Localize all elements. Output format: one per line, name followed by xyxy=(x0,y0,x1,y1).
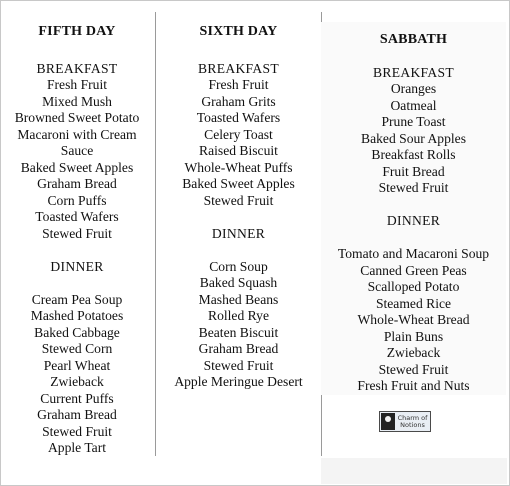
menu-item: Steamed Rice xyxy=(375,295,452,311)
menu-item: Graham Bread xyxy=(198,341,279,356)
day-title-sixth: SIXTH DAY xyxy=(199,24,278,39)
menu-item: Mashed Potatoes xyxy=(30,308,124,323)
menu-item: Fruit Bread xyxy=(382,163,445,179)
dinner-heading: DINNER xyxy=(211,225,266,241)
menu-item: Graham Bread xyxy=(37,407,117,422)
charm-of-notions-badge[interactable] xyxy=(379,411,431,432)
menu-item: Prune Toast xyxy=(381,114,446,129)
menu-item: Stewed Fruit xyxy=(203,357,274,373)
menu-item: Sauce xyxy=(60,143,94,158)
menu-item: Baked Sour Apples xyxy=(361,130,466,146)
column-fifth-day xyxy=(6,12,148,457)
menu-item: Fresh Fruit and Nuts xyxy=(357,378,470,393)
menu-item: Celery Toast xyxy=(204,126,273,142)
badge-line-1: Charm of xyxy=(397,413,428,422)
menu-item: Stewed Fruit xyxy=(42,423,112,439)
menu-item: Pearl Wheat xyxy=(43,357,111,373)
menu-item: Baked Squash xyxy=(199,275,278,290)
menu-item: Fresh Fruit xyxy=(208,77,269,92)
menu-item: Breakfast Rolls xyxy=(371,147,456,162)
menu-item: Apple Meringue Desert xyxy=(174,374,303,389)
badge-line-2: Notions xyxy=(400,420,425,429)
menu-item: Current Puffs xyxy=(40,390,114,406)
person-silhouette-icon xyxy=(381,413,395,430)
menu-item: Oranges xyxy=(390,81,437,96)
breakfast-heading: BREAKFAST xyxy=(372,64,454,80)
menu-item: Stewed Fruit xyxy=(378,180,449,195)
menu-item: Corn Soup xyxy=(209,258,268,274)
menu-item: Beaten Biscuit xyxy=(198,324,279,340)
menu-item: Zwieback xyxy=(50,374,104,389)
menu-item: Zwieback xyxy=(386,345,441,360)
menu-item: Stewed Fruit xyxy=(203,192,274,208)
menu-item: Fresh Fruit xyxy=(46,77,108,92)
menu-item: Oatmeal xyxy=(390,97,437,113)
menu-item: Corn Puffs xyxy=(47,192,107,208)
menu-item: Toasted Wafers xyxy=(35,209,119,224)
menu-item: Canned Green Peas xyxy=(360,262,467,278)
menu-item: Baked Sweet Apples xyxy=(182,176,295,191)
menu-item: Graham Grits xyxy=(201,93,276,109)
menu-item: Mashed Beans xyxy=(198,291,279,307)
menu-item: Plain Buns xyxy=(383,328,444,344)
menu-item: Cream Pea Soup xyxy=(31,291,123,307)
badge-text xyxy=(395,415,430,429)
menu-item: Stewed Fruit xyxy=(42,225,112,241)
menu-item: Mixed Mush xyxy=(42,93,112,109)
menu-item: Whole-Wheat Bread xyxy=(357,312,470,327)
menu-item: Whole-Wheat Puffs xyxy=(184,159,293,175)
menu-item: Rolled Rye xyxy=(208,308,269,323)
column-sixth-day xyxy=(155,12,322,456)
menu-item: Raised Biscuit xyxy=(199,143,278,158)
menu-item: Macaroni with Cream xyxy=(17,126,137,142)
menu-item: Tomato and Macaroni Soup xyxy=(337,246,490,261)
dinner-heading: DINNER xyxy=(50,258,104,274)
menu-item: Toasted Wafers xyxy=(196,110,281,125)
menu-item: Scalloped Potato xyxy=(367,279,460,294)
menu-item: Stewed Corn xyxy=(41,341,113,356)
menu-item: Stewed Fruit xyxy=(378,361,449,377)
day-title-sabbath: SABBATH xyxy=(379,32,448,47)
menu-item: Apple Tart xyxy=(47,440,107,455)
menu-item: Baked Cabbage xyxy=(34,324,120,340)
breakfast-heading: BREAKFAST xyxy=(197,60,279,76)
menu-item: Browned Sweet Potato xyxy=(14,110,140,125)
dinner-heading: DINNER xyxy=(386,213,441,228)
column-sabbath xyxy=(321,22,506,395)
page-corner-shade xyxy=(321,458,507,484)
menu-item: Baked Sweet Apples xyxy=(20,159,134,175)
day-title-fifth: FIFTH DAY xyxy=(38,24,116,39)
menu-item: Graham Bread xyxy=(37,176,117,191)
breakfast-heading: BREAKFAST xyxy=(36,60,118,76)
